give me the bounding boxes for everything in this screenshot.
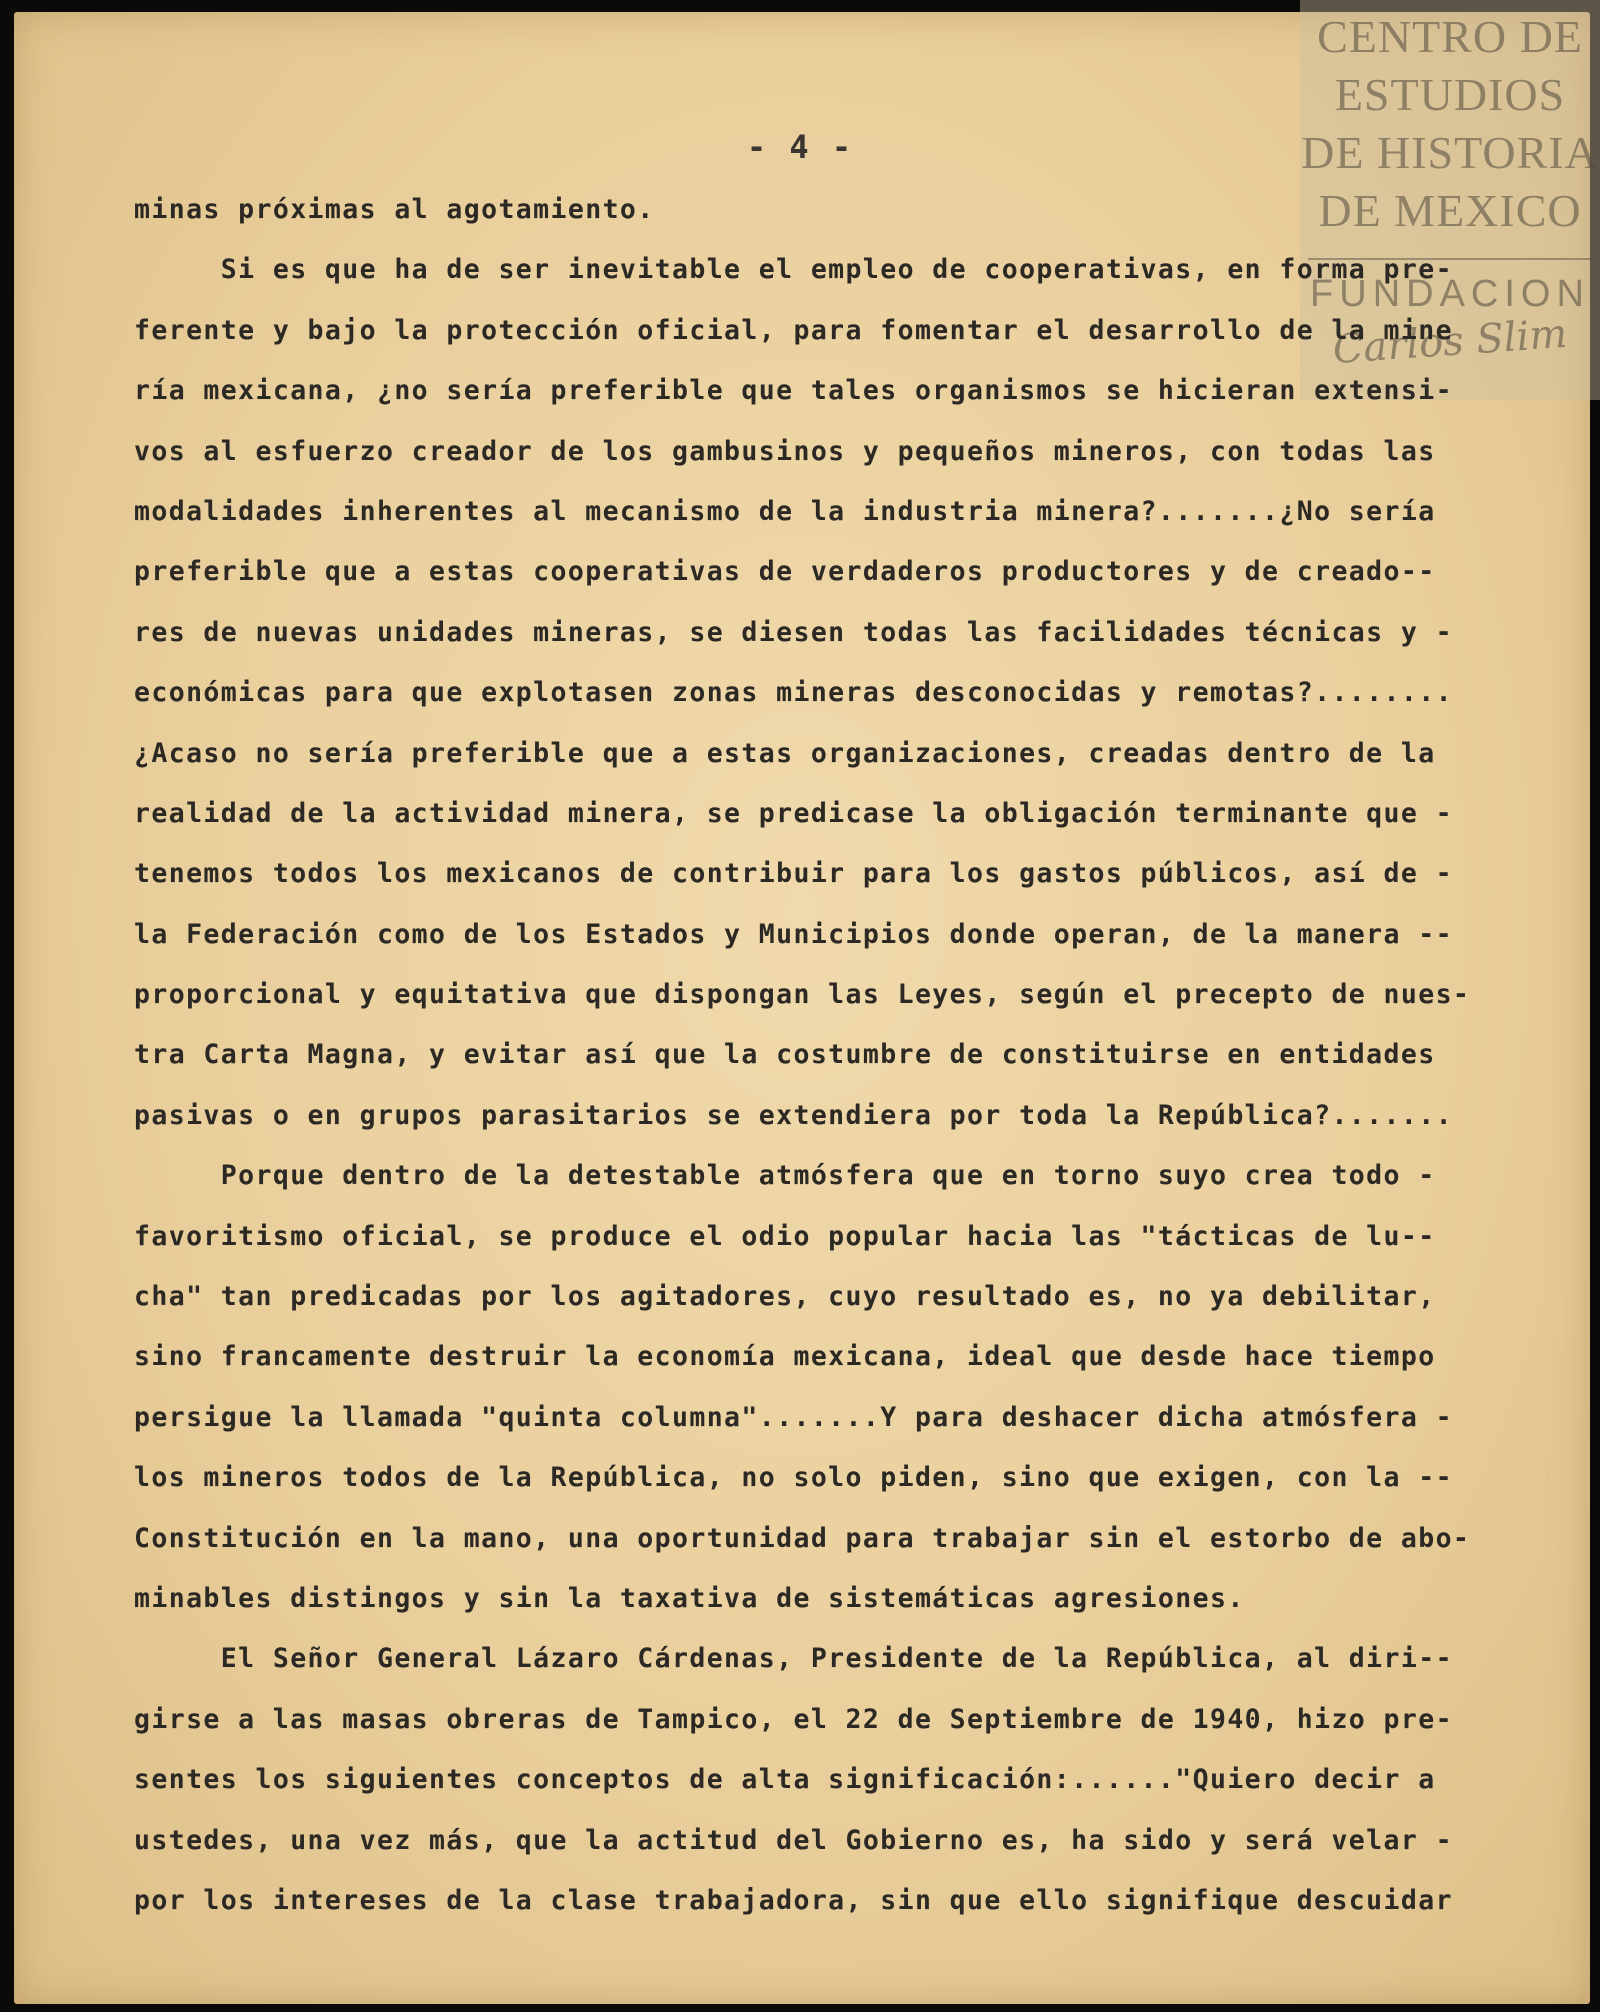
- text-line: ferente y bajo la protección oficial, para fomentar el desarrollo de la mine: [134, 314, 1453, 346]
- body-text: [134, 180, 1554, 1931]
- watermark-line: CENTRO DE: [1317, 11, 1583, 62]
- text-line: la Federación como de los Estados y Municipios donde operan, de la manera --: [134, 918, 1453, 950]
- text-line: favoritismo oficial, se produce el odio popular hacia las "tácticas de lu--: [134, 1220, 1436, 1252]
- text-line: sentes los siguientes conceptos de alta significación:......"Quiero decir a: [134, 1764, 1436, 1796]
- text-line: proporcional y equitativa que dispongan las Leyes, según el precepto de nues-: [134, 979, 1471, 1011]
- watermark-foundation: FUNDACION: [1310, 273, 1590, 315]
- watermark-line: ESTUDIOS: [1334, 69, 1566, 120]
- text-line: Constitución en la mano, una oportunidad para trabajar sin el estorbo de abo-: [134, 1522, 1471, 1554]
- text-line: realidad de la actividad minera, se predicase la obligación terminante que -: [134, 797, 1453, 829]
- text-line: sino francamente destruir la economía mexicana, ideal que desde hace tiempo: [134, 1341, 1436, 1373]
- text-line: preferible que a estas cooperativas de verdaderos productores y de creado--: [134, 556, 1436, 588]
- text-line: tenemos todos los mexicanos de contribuir para los gastos públicos, así de -: [134, 858, 1453, 890]
- text-line: pasivas o en grupos parasitarios se extendiera por toda la República?.......: [134, 1099, 1453, 1131]
- text-line: minables distingos y sin la taxativa de sistemáticas agresiones.: [134, 1582, 1245, 1614]
- watermark-line: DE HISTORIA: [1301, 127, 1599, 178]
- text-line: persigue la llamada "quinta columna".......Y para deshacer dicha atmósfera -: [134, 1401, 1453, 1433]
- text-line: ría mexicana, ¿no sería preferible que tales organismos se hicieran extensi-: [134, 375, 1453, 407]
- text-line: económicas para que explotasen zonas mineras desconocidas y remotas?........: [134, 677, 1453, 709]
- watermark-line: DE MEXICO: [1318, 185, 1582, 236]
- text-line: tra Carta Magna, y evitar así que la costumbre de constituirse en entidades: [134, 1039, 1436, 1071]
- text-line: ¿Acaso no sería preferible que a estas organizaciones, creadas dentro de la: [134, 737, 1436, 769]
- text-line: res de nuevas unidades mineras, se diesen todas las facilidades técnicas y -: [134, 616, 1453, 648]
- text-line: Si es que ha de ser inevitable el empleo de cooperativas, en forma pre-: [134, 254, 1453, 286]
- text-line: cha" tan predicadas por los agitadores, cuyo resultado es, no ya debilitar,: [134, 1281, 1436, 1313]
- page-number: - 4 -: [746, 128, 854, 166]
- text-line: vos al esfuerzo creador de los gambusinos y pequeños mineros, con todas las: [134, 435, 1436, 467]
- text-line: minas próximas al agotamiento.: [134, 194, 655, 225]
- text-line: los mineros todos de la República, no solo piden, sino que exigen, con la --: [134, 1462, 1453, 1494]
- text-line: girse a las masas obreras de Tampico, el 22 de Septiembre de 1940, hizo pre-: [134, 1703, 1453, 1735]
- text-line: ustedes, una vez más, que la actitud del Gobierno es, ha sido y será velar -: [134, 1824, 1453, 1856]
- text-line: por los intereses de la clase trabajadora, sin que ello signifique descuidar: [134, 1884, 1453, 1916]
- watermark-signature: Carlos Slim: [1331, 310, 1569, 374]
- text-line: El Señor General Lázaro Cárdenas, Presidente de la República, al diri--: [134, 1643, 1453, 1675]
- text-line: modalidades inherentes al mecanismo de la industria minera?.......¿No sería: [134, 495, 1436, 527]
- text-line: Porque dentro de la detestable atmósfera que en torno suyo crea todo -: [134, 1160, 1436, 1192]
